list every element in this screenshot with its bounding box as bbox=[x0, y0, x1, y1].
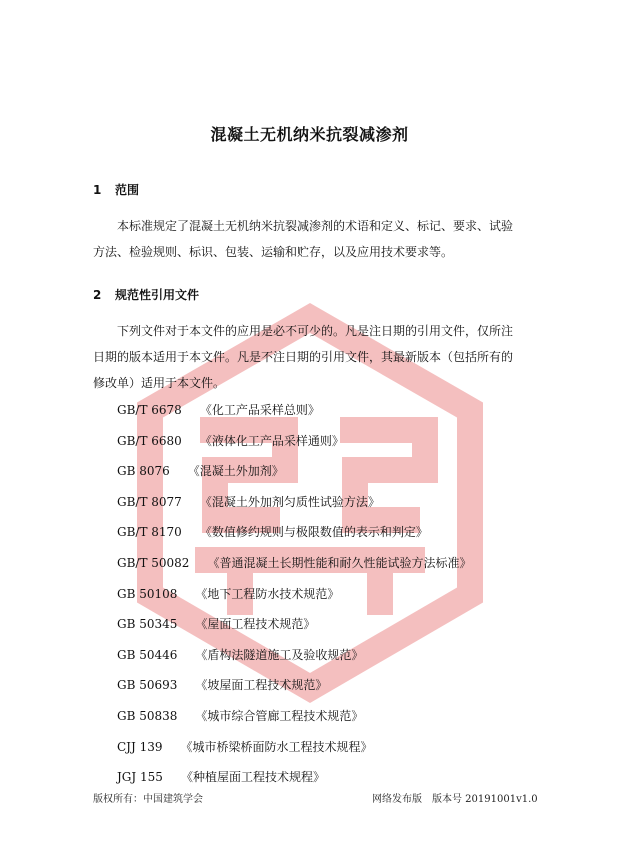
reference-code: GB 50693 bbox=[117, 678, 178, 693]
reference-code: GB/T 50082 bbox=[117, 555, 190, 570]
reference-code: GB/T 8077 bbox=[117, 494, 182, 509]
reference-item bbox=[117, 431, 471, 462]
reference-title: 《化工产品采样总则》 bbox=[199, 403, 320, 417]
reference-item bbox=[117, 584, 471, 615]
reference-title: 《普通混凝土长期性能和耐久性能试验方法标准》 bbox=[207, 555, 472, 570]
reference-code: GB/T 8170 bbox=[117, 525, 182, 540]
reference-code: JGJ 155 bbox=[117, 770, 163, 785]
reference-title: 《盾构法隧道施工及验收规范》 bbox=[195, 647, 364, 662]
reference-code: GB 50838 bbox=[117, 708, 178, 723]
reference-item bbox=[117, 522, 471, 553]
reference-title: 《混凝土外加剂匀质性试验方法》 bbox=[199, 494, 380, 509]
section-1-number: 1 bbox=[93, 183, 102, 197]
reference-item bbox=[117, 737, 471, 768]
reference-title: 《混凝土外加剂》 bbox=[187, 464, 284, 479]
section-2-heading bbox=[93, 286, 199, 303]
reference-code: GB 50345 bbox=[117, 617, 178, 632]
reference-title: 《城市桥梁桥面防水工程技术规程》 bbox=[180, 739, 373, 754]
reference-code: GB/T 6678 bbox=[117, 403, 182, 417]
reference-code: GB 50446 bbox=[117, 647, 178, 662]
reference-item bbox=[117, 400, 471, 431]
footer-version: 网络发布版 版本号 20191001v1.0 bbox=[372, 794, 538, 805]
section-1-paragraph: 本标准规定了混凝土无机纳米抗裂减渗剂的术语和定义、标记、要求、试验方法、检验规则、标识、包装、运输和贮存，以及应用技术要求等。 bbox=[93, 219, 514, 259]
reference-code: CJJ 139 bbox=[117, 739, 163, 754]
reference-item bbox=[117, 675, 471, 706]
reference-code: GB 8076 bbox=[117, 464, 170, 479]
section-1-heading bbox=[93, 181, 139, 198]
section-1-title: 范围 bbox=[115, 183, 140, 197]
reference-item bbox=[117, 553, 471, 584]
reference-item bbox=[117, 492, 471, 523]
reference-item bbox=[117, 614, 471, 645]
reference-code: GB/T 6680 bbox=[117, 433, 182, 448]
reference-code: GB 50108 bbox=[117, 586, 178, 601]
reference-item bbox=[117, 645, 471, 676]
section-2-title: 规范性引用文件 bbox=[115, 288, 200, 302]
reference-item bbox=[117, 706, 471, 737]
reference-title: 《数值修约规则与极限数值的表示和判定》 bbox=[199, 525, 428, 540]
reference-list bbox=[117, 400, 471, 798]
page-title: 混凝土无机纳米抗裂减渗剂 bbox=[210, 125, 409, 144]
reference-title: 《种植屋面工程技术规程》 bbox=[180, 770, 325, 785]
section-2-paragraph: 下列文件对于本文件的应用是必不可少的。凡是注日期的引用文件，仅所注日期的版本适用于本文件。凡是不注日期的引用文件，其最新版本（包括所有的修改单）适用于本文件。 bbox=[93, 324, 514, 390]
reference-item bbox=[117, 461, 471, 492]
reference-title: 《坡屋面工程技术规范》 bbox=[195, 678, 328, 693]
section-2-number: 2 bbox=[93, 288, 102, 302]
reference-title: 《屋面工程技术规范》 bbox=[195, 617, 316, 632]
reference-title: 《液体化工产品采样通则》 bbox=[199, 433, 344, 448]
reference-title: 《地下工程防水技术规范》 bbox=[195, 586, 340, 601]
footer-copyright: 版权所有：中国建筑学会 bbox=[93, 794, 203, 805]
reference-title: 《城市综合管廊工程技术规范》 bbox=[195, 708, 364, 723]
